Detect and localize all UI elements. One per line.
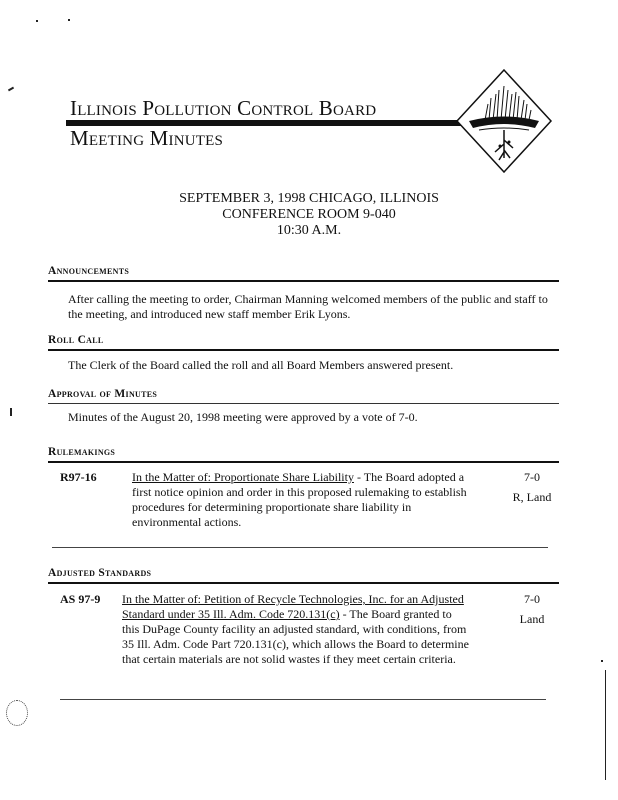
meeting-room: CONFERENCE ROOM 9-040 (222, 207, 396, 222)
adjusted-standards-divider (60, 699, 546, 700)
adjusted-standards-rule (48, 582, 559, 584)
board-logo (455, 68, 553, 174)
scan-speck (605, 670, 606, 780)
announcements-heading: Announcements (48, 265, 130, 277)
adjusted-standard-vote: 7-0 (524, 592, 540, 606)
rulemaking-summary: - The Board adopted a first notice opinion and order in this proposed rulemaking to establish procedures for determining proportionate share liability in environmental actions. (132, 470, 467, 529)
rulemaking-title: In the Matter of: Proportionate Share Liability (132, 470, 354, 484)
document-title: Meeting Minutes (70, 126, 224, 150)
adjusted-standard-title: In the Matter of: Petition of Recycle Technologies, Inc. for an Adjusted Standard under 35 Ill. Adm. Code 720.131(c) (122, 592, 464, 621)
adjusted-standard-category: Land (519, 612, 545, 626)
announcements-rule (48, 280, 559, 282)
approval-rule (48, 403, 559, 404)
adjusted-standard-summary: - The Board granted to this DuPage County facility an adjusted standard, with conditions, from 35 Ill. Adm. Code Part 720.131(c), which allows the Board to determine that certain materials are not solid wastes if they meet certain criteria. (122, 607, 469, 666)
approval-text: Minutes of the August 20, 1998 meeting were approved by a vote of 7-0. (68, 410, 418, 424)
announcements-text: After calling the meeting to order, Chairman Manning welcomed members of the public and staff to the meeting, and introduced new staff member Erik Lyons. (68, 292, 548, 321)
meeting-time: 10:30 A.M. (276, 223, 342, 238)
board-title: Illinois Pollution Control Board (70, 96, 377, 120)
board-logo-graphic (455, 68, 553, 174)
rulemaking-category: R, Land (512, 490, 552, 504)
adjusted-standard-description (122, 592, 472, 667)
scan-speck (10, 408, 12, 416)
adjusted-standard-docket: AS 97-9 (60, 592, 101, 606)
roll-call-heading: Roll Call (48, 334, 104, 346)
rulemakings-rule (48, 461, 559, 463)
smudge-mark (6, 700, 28, 726)
rulemaking-vote: 7-0 (524, 470, 540, 484)
rulemaking-description (132, 470, 472, 530)
approval-heading: Approval of Minutes (48, 388, 158, 400)
roll-call-rule (48, 349, 559, 351)
scan-speck (36, 20, 38, 22)
rulemakings-divider (52, 547, 548, 548)
rulemakings-heading: Rulemakings (48, 446, 116, 458)
rulemaking-docket: R97-16 (60, 470, 97, 484)
scan-speck (8, 87, 14, 92)
meeting-date-place: SEPTEMBER 3, 1998 CHICAGO, ILLINOIS (179, 191, 439, 206)
adjusted-standards-heading: Adjusted Standards (48, 567, 152, 579)
scan-speck (601, 660, 603, 662)
scan-speck (68, 19, 70, 21)
roll-call-text: The Clerk of the Board called the roll and all Board Members answered present. (68, 358, 454, 372)
